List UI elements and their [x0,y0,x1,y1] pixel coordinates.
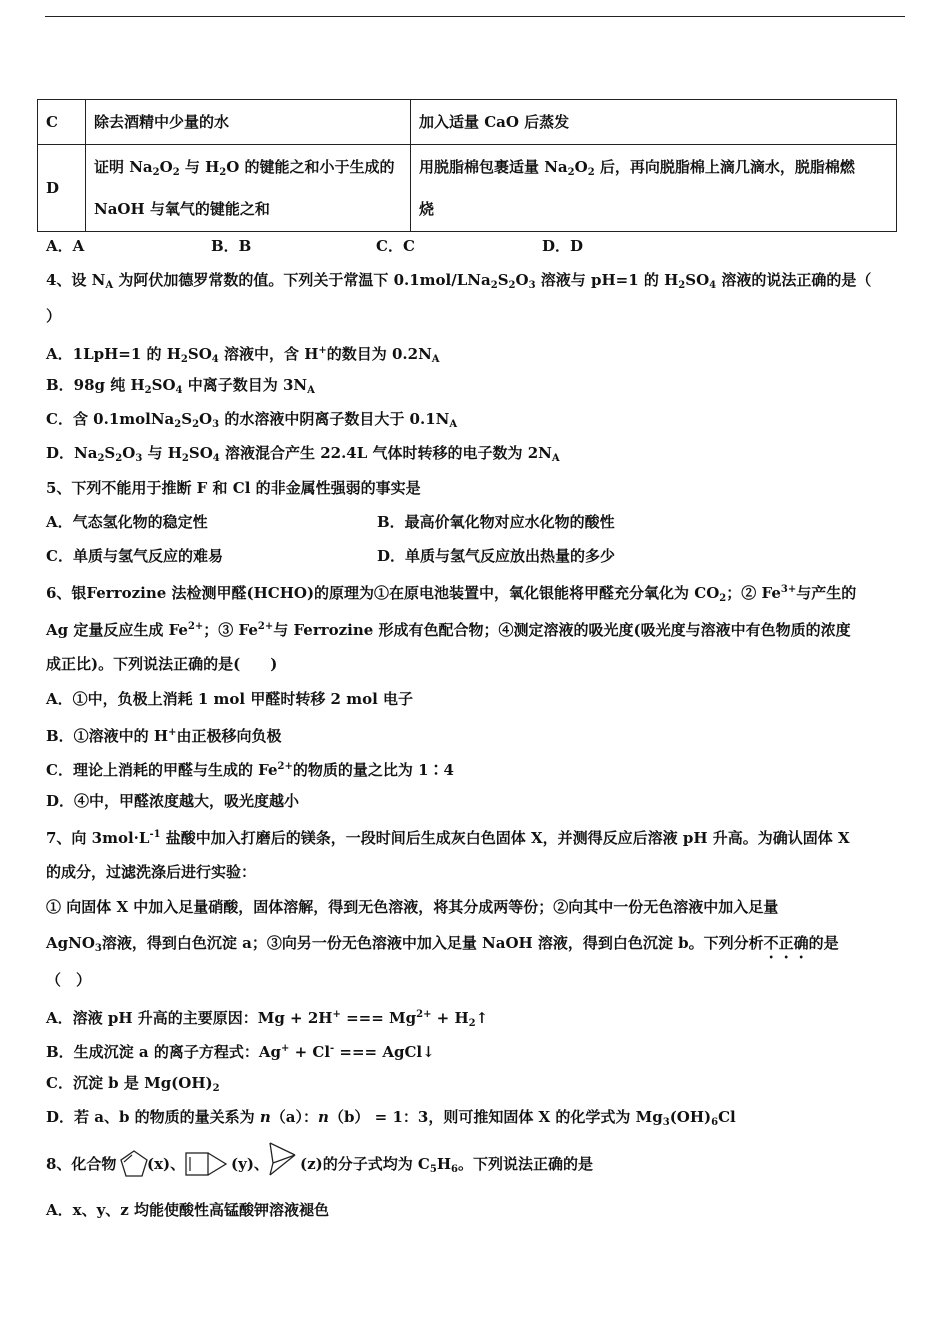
q7-option-d[interactable]: D．若 a、b 的物质的量关系为 n（a）：n（b） = 1：3，则可推知固体 X 的化学式为 $Mg_3(OH)_6Cl$ [46,1108,736,1128]
q3-option-a[interactable]: A．A [46,237,85,255]
q7-stem-line-4: AgNO$_3$溶液，得到白色沉淀 a；③向另一份无色溶液中加入足量 NaOH 溶液，得到白色沉淀 b。下列分析不正确的是 [46,934,839,954]
q4-option-a[interactable]: A．1LpH=1 的 $H_2SO_4$ 溶液中，含 H+的数目为 $0.2N_A$ [46,345,440,365]
table-row [38,100,897,145]
row-purpose-line-2: NaOH 与氧气的键能之和 [94,200,270,218]
row-method [411,145,897,232]
q4-option-d[interactable]: D．$Na_2S_2O_3$ 与 $H_2SO_4$ 溶液混合产生 22.4L 气体时转移的电子数为 $2N_A$ [46,444,560,464]
q4-stem-line-1: 4、设 $N_A$ 为阿伏加德罗常数的值。下列关于常温下 $0.1mol/LNa_2S_2O_3$ 溶液与 pH=1 的 $H_2SO_4$ 溶液的说法正确的是（ [46,271,872,291]
header-rule [45,16,905,17]
options-table [37,99,897,232]
q5-stem: 5、下列不能用于推断 F 和 Cl 的非金属性强弱的事实是 [46,479,421,497]
q6-option-c[interactable]: C．理论上消耗的甲醛与生成的 $Fe^{2+}$的物质的量之比为 1∶4 [46,761,454,779]
table-row [38,145,897,232]
q8-stem-end: (z)的分子式均为 $C_5H_6$。下列说法正确的是 [300,1155,594,1175]
row-method: 加入适量 CaO 后蒸发 [411,100,897,145]
q6-stem-line-2: Ag 定量反应生成 $Fe^{2+}$；③ $Fe^{2+}$与 Ferrozine 形成有色配合物；④测定溶液的吸光度(吸光度与溶液中有色物质的浓度 [46,621,851,639]
q7-option-b[interactable]: B．生成沉淀 a 的离子方程式：Ag+ + Cl- === AgCl↓ [46,1043,435,1061]
q7-stem-line-3: ① 向固体 X 中加入足量硝酸，固体溶解，得到无色溶液，将其分成两等份；②向其中一份无色溶液中加入足量 [46,898,779,916]
q7-option-c[interactable]: C．沉淀 b 是 $Mg(OH)_2$ [46,1074,220,1094]
q8-option-a[interactable]: A．x、y、z 均能使酸性高锰酸钾溶液褪色 [46,1201,330,1219]
q6-stem-line-3: 成正比)。下列说法正确的是( ) [46,655,278,673]
q4-option-b[interactable]: B．98g 纯 $H_2SO_4$ 中离子数目为 $3N_A$ [46,376,315,396]
q7-option-a[interactable]: A．溶液 pH 升高的主要原因：Mg + 2H+ === $Mg^{2+}$ + $H_2↑$ [46,1009,489,1029]
row-label: C [38,100,86,145]
emphasis-not: 不正确 [763,934,809,952]
q6-option-d[interactable]: D．④中，甲醛浓度越大，吸光度越小 [46,792,300,810]
q6-stem-line-1: 6、银Ferrozine 法检测甲醛(HCHO)的原理为①在原电池装置中，氧化银能将甲醛充分氧化为 $CO_2$；② $Fe^{3+}$与产生的 [46,584,857,604]
row-purpose: 除去酒精中少量的水 [86,100,411,145]
q6-option-a[interactable]: A．①中，负极上消耗 1 mol 甲醛时转移 2 mol 电子 [46,690,413,708]
row-purpose-line-1: 证明 $Na_2O_2$ 与 $H_2O$ 的键能之和小于生成的 [94,158,395,178]
q8-label-y: (y)、 [231,1155,269,1173]
q3-option-c[interactable]: C．C [376,237,415,255]
molecule-x-icon [118,1148,150,1180]
q4-option-c[interactable]: C．含 $0.1molNa_2S_2O_3$ 的水溶液中阴离子数目大于 $0.1N_A$ [46,410,458,430]
q3-option-d[interactable]: D．D [542,237,584,255]
q5-option-a[interactable]: A．气态氢化物的稳定性 [46,513,208,531]
q5-option-b[interactable]: B．最高价氧化物对应水化物的酸性 [377,513,615,531]
row-purpose [86,145,411,232]
q7-stem-line-1: 7、向 $3mol\cdot L^{-1}$ 盐酸中加入打磨后的镁条，一段时间后生成灰白色固体 X，并测得反应后溶液 pH 升高。为确认固体 X [46,829,850,847]
q3-option-b[interactable]: B．B [211,237,252,255]
q8-label-x: (x)、 [147,1155,186,1173]
row-method-line-2: 烧 [419,200,435,218]
q8-stem-start: 8、化合物 [46,1155,117,1173]
molecule-z-icon [264,1140,300,1178]
q7-stem-line-2: 的成分，过滤洗涤后进行实验： [46,863,257,881]
molecule-y-icon [182,1150,230,1178]
row-label: D [38,145,86,232]
q5-option-d[interactable]: D．单质与氢气反应放出热量的多少 [377,547,616,565]
q7-stem-line-5: （ ） [46,971,92,989]
q5-option-c[interactable]: C．单质与氢气反应的难易 [46,547,223,565]
q6-option-b[interactable]: B．①溶液中的 H+由正极移向负极 [46,727,282,745]
row-method-line-1: 用脱脂棉包裹适量 $Na_2O_2$ 后，再向脱脂棉上滴几滴水，脱脂棉燃 [419,158,855,178]
q4-stem-line-2: ） [46,307,62,325]
